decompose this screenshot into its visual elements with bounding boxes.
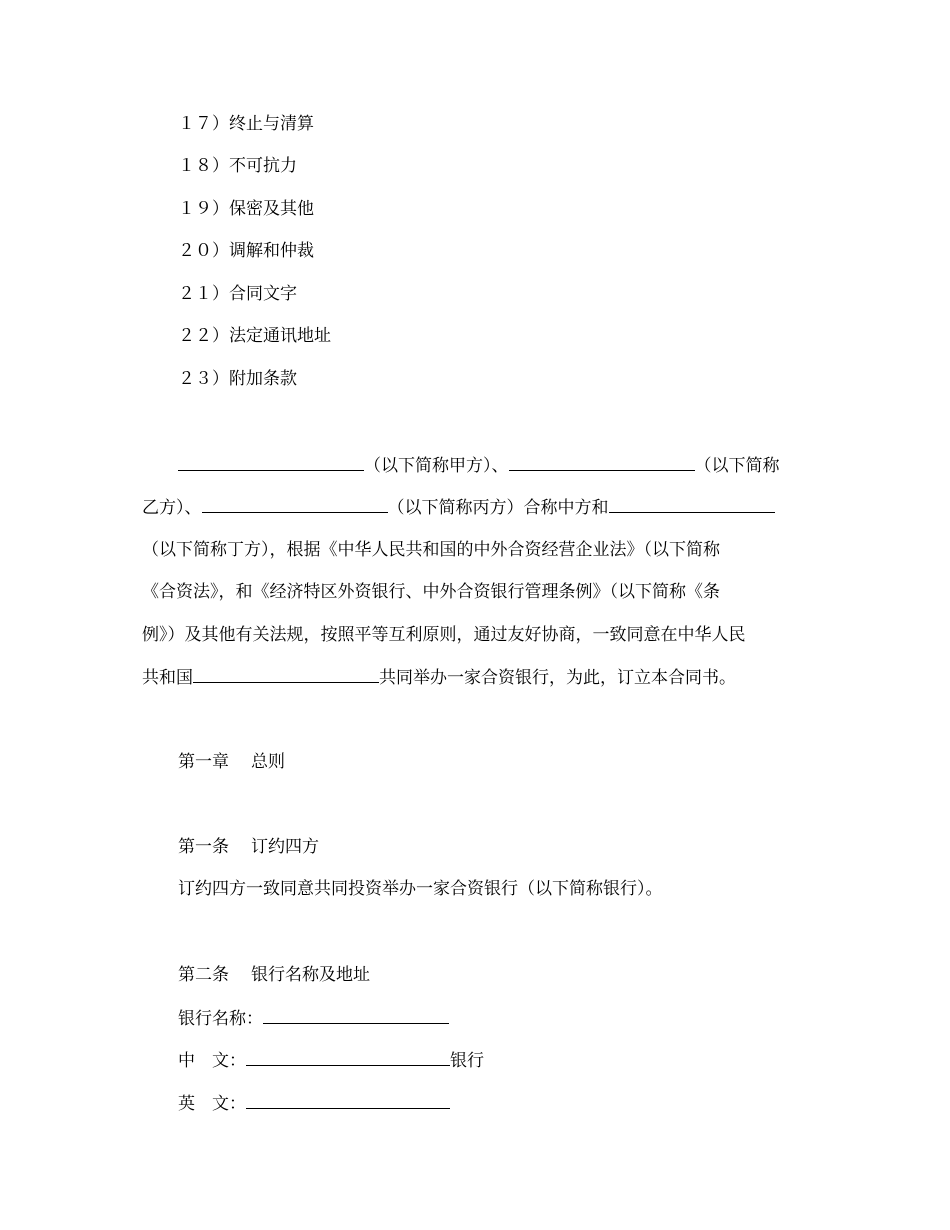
preamble-line: （以下简称丁方），根据《中华人民共和国的中外合资经营企业法》（以下简称: [142, 540, 720, 560]
toc-item-number: １９）: [178, 199, 229, 219]
field-label: 银行名称：: [178, 1009, 263, 1029]
toc-item: [178, 154, 297, 178]
toc-item-text: 不可抗力: [229, 156, 297, 176]
preamble-line: 例》）及其他有关法规，按照平等互利原则，通过友好协商，一致同意在中华人民: [142, 625, 746, 645]
toc-item-text: 附加条款: [229, 369, 297, 389]
article-label: 第二条: [178, 965, 229, 985]
preamble-text: 共同举办一家合资银行，为此，订立本合同书。: [379, 668, 736, 688]
preamble-text: （以下简称: [694, 456, 780, 476]
article-heading: [178, 963, 370, 987]
party-d-blank[interactable]: [609, 495, 775, 513]
toc-item-number: ２１）: [178, 284, 229, 304]
english-name-field: [178, 1091, 450, 1116]
preamble-line: [178, 453, 780, 477]
toc-item-text: 调解和仲裁: [229, 241, 314, 261]
chinese-name-field: [178, 1048, 484, 1073]
location-blank[interactable]: [193, 665, 379, 683]
preamble-line: 《合资法》，和《经济特区外资银行、中外合资银行管理条例》（以下简称《条: [142, 582, 720, 602]
toc-item-text: 法定通讯地址: [229, 326, 331, 346]
preamble-line: [142, 495, 775, 519]
toc-item: [178, 367, 297, 391]
bank-name-blank[interactable]: [263, 1006, 449, 1024]
field-label: 英 文：: [178, 1094, 246, 1114]
toc-item-text: 保密及其他: [229, 199, 314, 219]
article-body: 订约四方一致同意共同投资举办一家合资银行（以下简称银行）。: [178, 879, 663, 899]
field-label: 中 文：: [178, 1051, 246, 1071]
article-title: 银行名称及地址: [251, 965, 370, 985]
preamble-text: 共和国: [142, 668, 193, 688]
bank-name-field: [178, 1006, 449, 1031]
preamble-text: 乙方）、: [142, 498, 202, 518]
preamble-line: [142, 665, 736, 689]
chapter-label: 第一章: [178, 752, 229, 772]
toc-item: [178, 324, 331, 348]
party-c-blank[interactable]: [202, 495, 388, 513]
toc-item-number: １７）: [178, 114, 229, 134]
party-a-blank[interactable]: [178, 453, 364, 471]
preamble-paragraph: [142, 453, 812, 693]
toc-item-number: ２３）: [178, 369, 229, 389]
toc-item: [178, 197, 314, 221]
chapter-title: 总则: [251, 752, 285, 772]
toc-item-number: ２０）: [178, 241, 229, 261]
toc-item: [178, 239, 314, 263]
preamble-text: （以下简称甲方）、: [364, 456, 509, 476]
article-heading: [178, 835, 319, 859]
article-title: 订约四方: [251, 837, 319, 857]
toc-item-text: 终止与清算: [229, 114, 314, 134]
toc-item: [178, 112, 314, 136]
english-name-blank[interactable]: [246, 1091, 450, 1109]
party-b-blank[interactable]: [509, 453, 695, 471]
toc-item-number: １８）: [178, 156, 229, 176]
article-label: 第一条: [178, 837, 229, 857]
chinese-name-blank[interactable]: [246, 1048, 450, 1066]
preamble-text: （以下简称丙方）合称中方和: [387, 498, 609, 518]
chapter-heading: [178, 750, 285, 774]
toc-item-text: 合同文字: [229, 284, 297, 304]
toc-item: [178, 282, 297, 306]
toc-item-number: ２２）: [178, 326, 229, 346]
field-suffix: 银行: [450, 1051, 484, 1071]
